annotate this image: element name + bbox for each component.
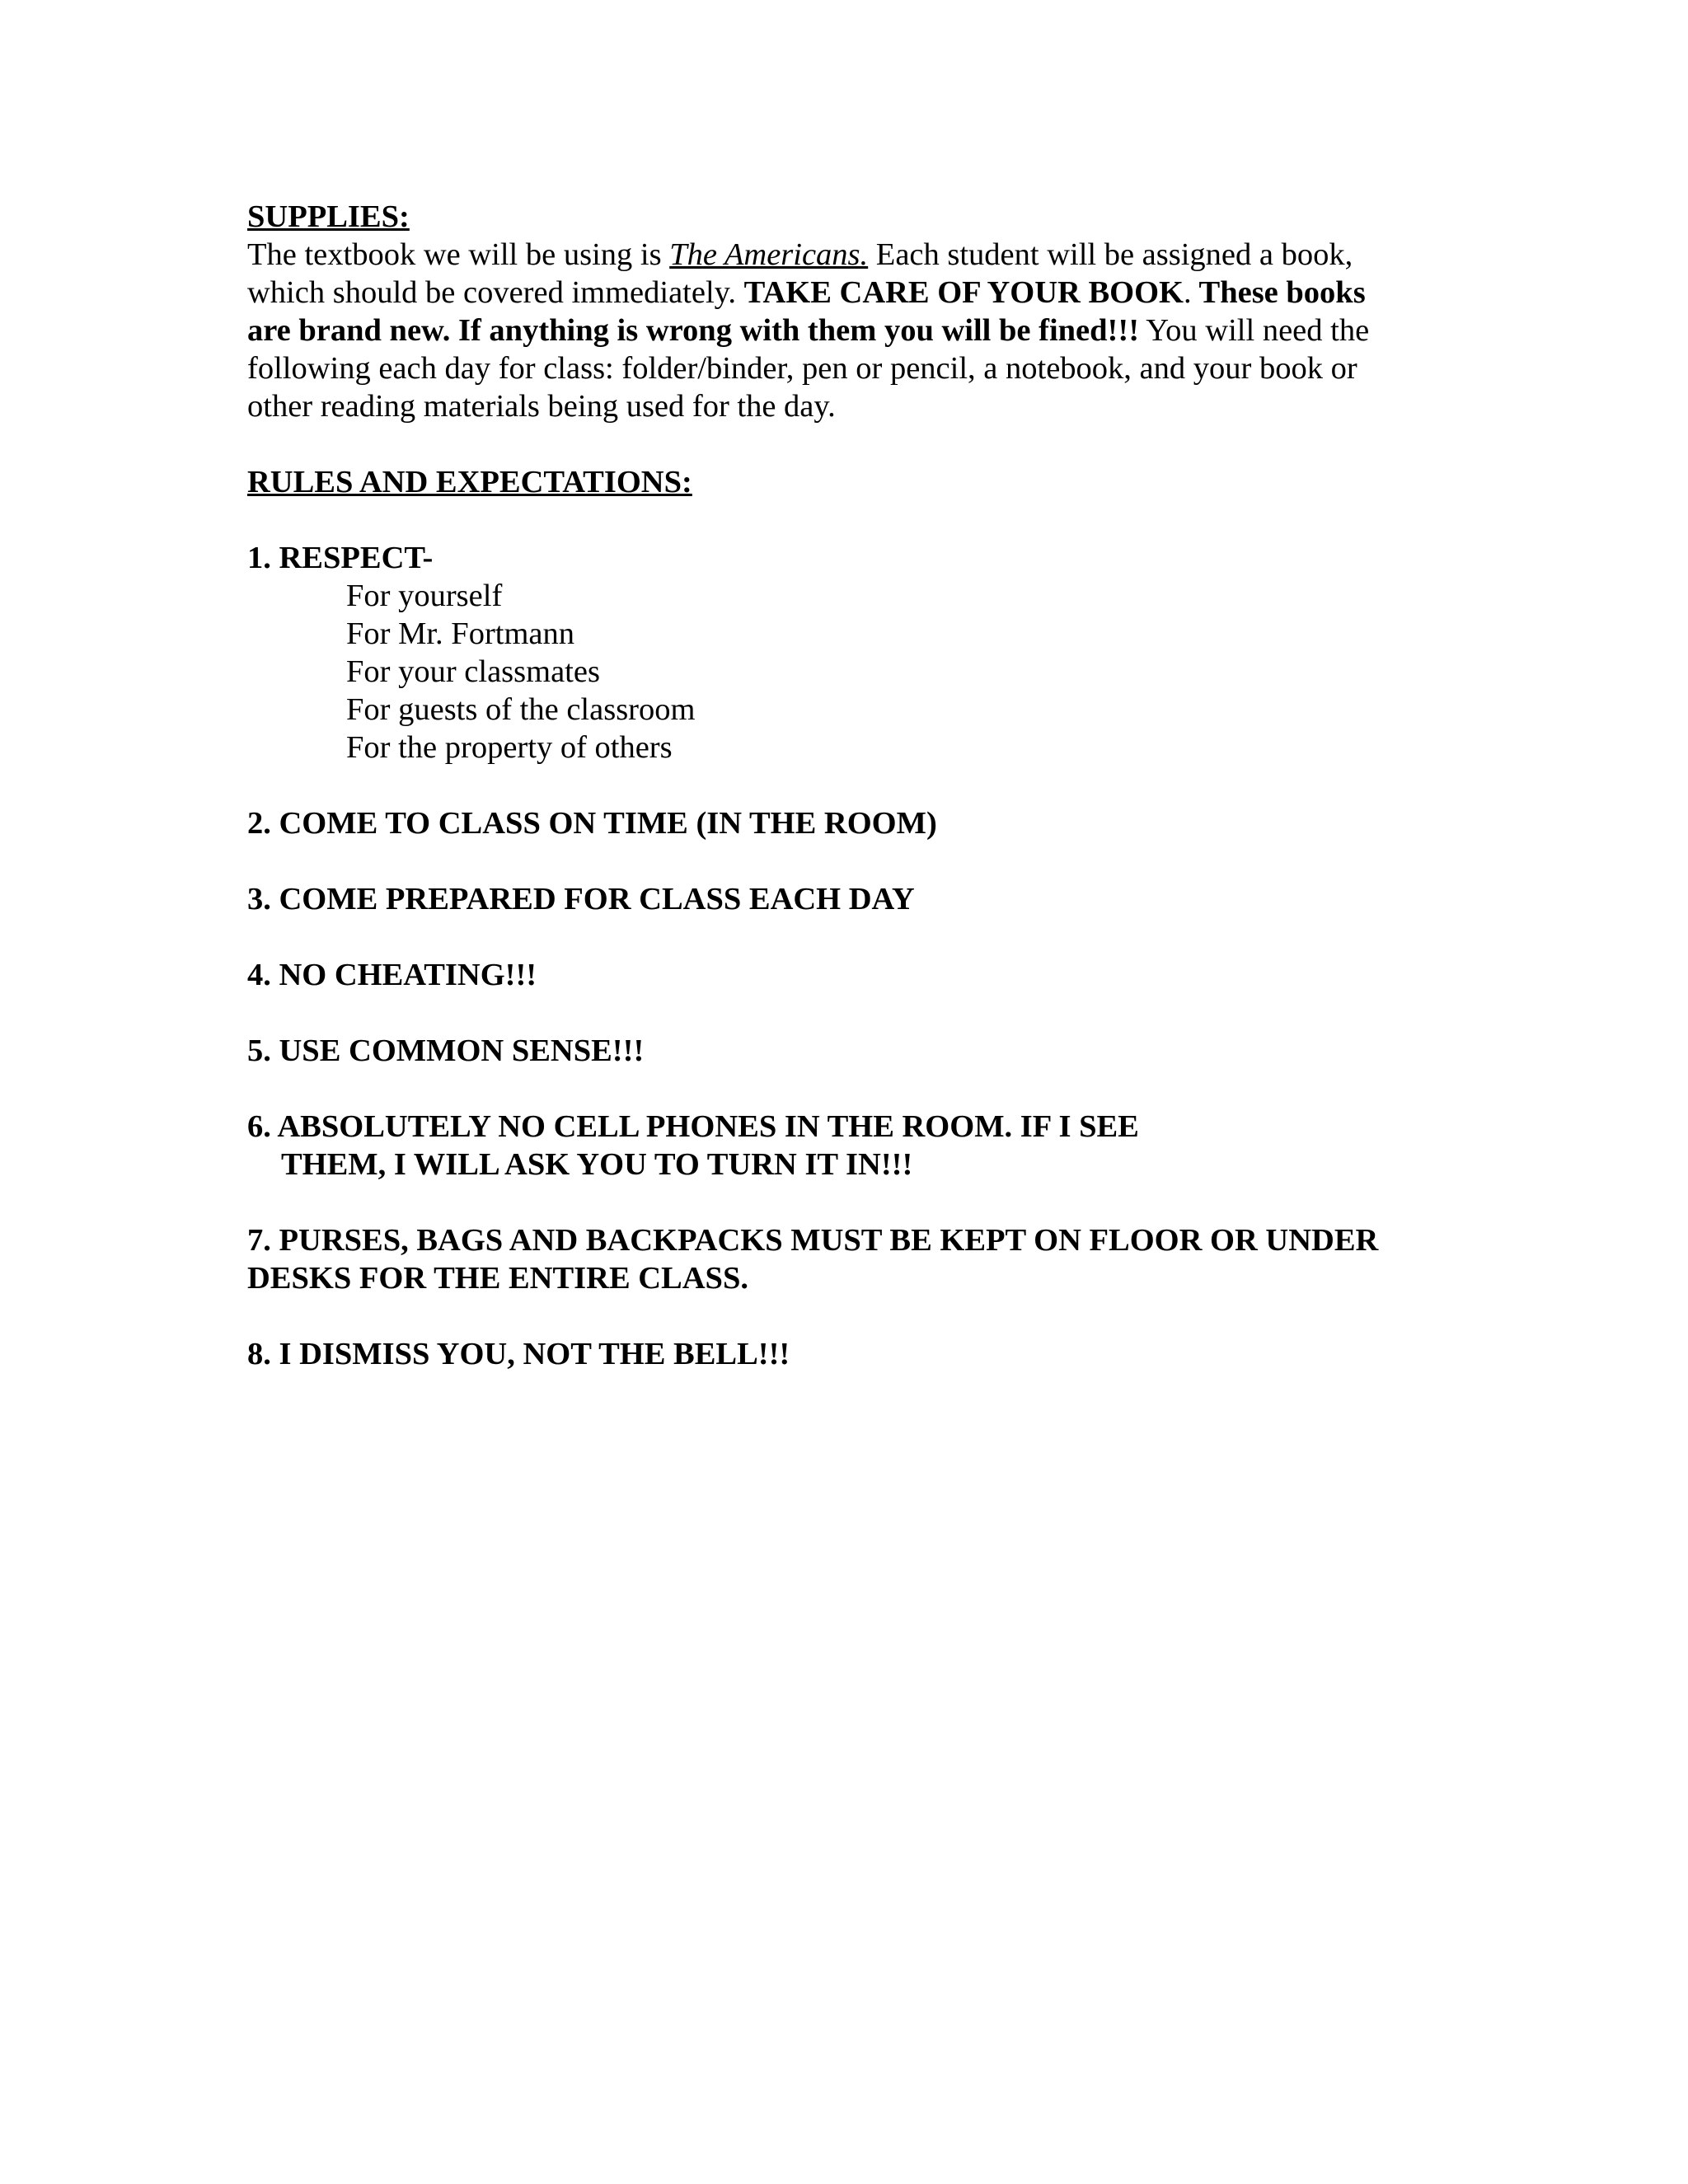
rule-1-item: For your classmates [346,654,600,689]
rule-6 [247,1108,1451,1183]
rule-7 [247,1221,1451,1297]
rule-1-item: For Mr. Fortmann [346,616,575,651]
rule-8-text: 8. I DISMISS YOU, NOT THE BELL!!! [247,1337,790,1371]
rule-6-line-1: 6. ABSOLUTELY NO CELL PHONES IN THE ROOM. IF I SEE [247,1109,1139,1144]
supplies-line-5: other reading materials being used for the day. [247,389,836,424]
rule-1-item: For the property of others [346,730,673,765]
rule-3 [247,880,1451,918]
supplies-line-3 [247,312,1451,349]
supplies-text: which should be covered immediately. [247,275,744,310]
rule-6-line-2: THEM, I WILL ASK YOU TO TURN IT IN!!! [281,1147,913,1182]
supplies-text: Each student will be assigned a book, [868,237,1353,272]
rules-section [247,463,1451,501]
supplies-bold-text: TAKE CARE OF YOUR BOOK [743,275,1184,310]
rule-8 [247,1335,1451,1373]
rule-4 [247,956,1451,994]
supplies-text: . [1183,275,1192,310]
supplies-text: You will need the [1139,313,1370,348]
supplies-bold-text: These books [1191,275,1366,310]
rule-1-item: For guests of the classroom [346,692,696,727]
supplies-bold-text: are brand new. If anything is wrong with them you will be fined!!! [247,313,1140,348]
rule-4-text: 4. NO CHEATING!!! [247,958,537,992]
rule-1 [247,539,1451,766]
supplies-line-2 [247,274,1451,312]
rule-1-title: 1. RESPECT- [247,541,434,575]
rule-5 [247,1032,1451,1070]
supplies-section [247,198,1451,425]
supplies-line-1 [247,236,1451,274]
rule-2-text: 2. COME TO CLASS ON TIME (IN THE ROOM) [247,806,937,841]
rule-7-line-1: 7. PURSES, BAGS AND BACKPACKS MUST BE KEPT ON FLOOR OR UNDER [247,1223,1379,1258]
rule-1-item: For yourself [346,579,503,613]
supplies-line-4: following each day for class: folder/binder, pen or pencil, a notebook, and your book or [247,351,1357,386]
rule-2 [247,804,1451,842]
rules-heading: RULES AND EXPECTATIONS: [247,465,692,499]
rule-5-text: 5. USE COMMON SENSE!!! [247,1033,645,1068]
textbook-title: The Americans. [669,237,869,272]
rule-7-line-2: DESKS FOR THE ENTIRE CLASS. [247,1261,748,1296]
supplies-text: The textbook we will be using is [247,237,670,272]
rule-3-text: 3. COME PREPARED FOR CLASS EACH DAY [247,882,915,916]
supplies-heading: SUPPLIES: [247,199,410,234]
